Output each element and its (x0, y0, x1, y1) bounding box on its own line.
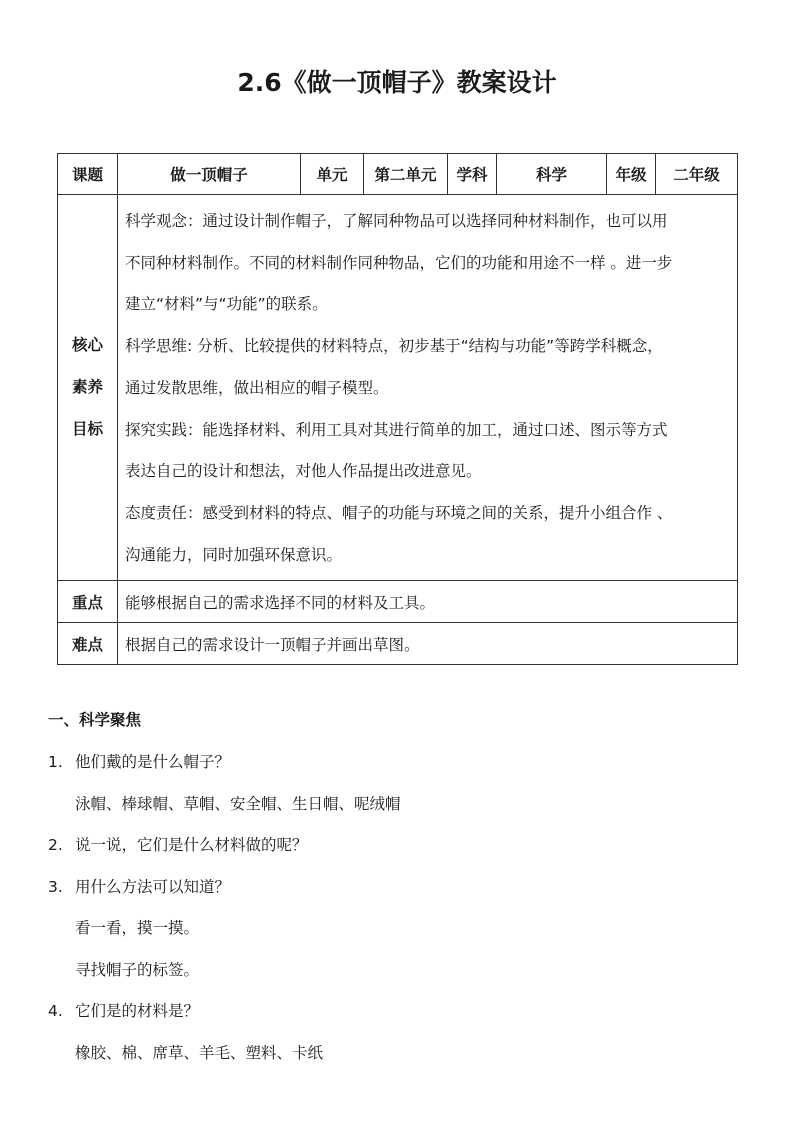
core-label-line: 素养 (71, 377, 103, 396)
table-header-row (58, 154, 738, 195)
difficulty-label: 难点 (58, 623, 118, 665)
list-number: 4. (48, 1002, 63, 1020)
list-item (48, 833, 308, 855)
unit-value: 第二单元 (364, 154, 448, 195)
topic-label: 课题 (58, 154, 118, 195)
key-point-label: 重点 (58, 581, 118, 623)
core-goals-label (58, 195, 118, 581)
difficulty-text: 根据自己的需求设计一顶帽子并画出草图。 (118, 623, 738, 665)
subject-label: 学科 (448, 154, 497, 195)
list-sub-text: 橡胶、棉、席草、羊毛、塑料、卡纸 (75, 1044, 324, 1062)
goal-line: 探究实践：能选择材料、利用工具对其进行简单的加工，通过口述、图示等方式 (125, 420, 668, 439)
core-goals-content (118, 195, 738, 581)
goal-line: 科学观念：通过设计制作帽子，了解同种物品可以选择同种材料制作，也可以用 (125, 212, 668, 230)
list-text: 他们戴的是什么帽子？ (75, 753, 231, 771)
unit-label: 单元 (301, 154, 364, 195)
core-goals-row (58, 195, 738, 581)
lesson-info-table (57, 153, 738, 665)
grade-label: 年级 (607, 154, 656, 195)
goal-line: 沟通能力，同时加强环保意识。 (125, 545, 343, 564)
list-text: 它们是的材料是？ (75, 1002, 200, 1020)
grade-value: 二年级 (656, 154, 738, 195)
core-label-line: 目标 (71, 419, 103, 438)
goal-line: 建立“材料”与“功能”的联系。 (125, 295, 328, 314)
difficulty-row (58, 623, 738, 665)
list-text: 用什么方法可以知道？ (75, 878, 231, 896)
list-text: 说一说，它们是什么材料做的呢？ (75, 836, 308, 854)
list-sub-text: 寻找帽子的标签。 (75, 961, 200, 979)
subject-value: 科学 (497, 154, 607, 195)
topic-value: 做一顶帽子 (118, 154, 301, 195)
list-number: 2. (48, 836, 63, 854)
list-number: 1. (48, 753, 63, 771)
list-sub-text: 看一看，摸一摸。 (75, 919, 200, 937)
list-number: 3. (48, 878, 63, 896)
section-heading: 一、科学聚焦 (48, 711, 142, 729)
goal-line: 科学思维: 分析、比较提供的材料特点，初步基于“结构与功能”等跨学科概念， (125, 337, 663, 356)
goal-line: 态度责任：感受到材料的特点、帽子的功能与环境之间的关系，提升小组合作 、 (125, 503, 673, 522)
list-sub-text: 泳帽、棒球帽、草帽、安全帽、生日帽、呢绒帽 (75, 795, 401, 813)
list-item (48, 875, 230, 897)
document-title: 2.6《做一顶帽子》教案设计 (237, 68, 557, 97)
key-point-row (58, 581, 738, 623)
goal-line: 通过发散思维，做出相应的帽子模型。 (125, 378, 389, 397)
list-item (48, 999, 199, 1021)
goal-line: 不同种材料制作。不同的材料制作同种物品，它们的功能和用途不一样 。进一步 (125, 253, 673, 272)
core-label-line: 核心 (71, 336, 103, 355)
list-item (48, 750, 230, 772)
goal-line: 表达自己的设计和想法，对他人作品提出改进意见。 (125, 462, 482, 481)
key-point-text: 能够根据自己的需求选择不同的材料及工具。 (118, 581, 738, 623)
